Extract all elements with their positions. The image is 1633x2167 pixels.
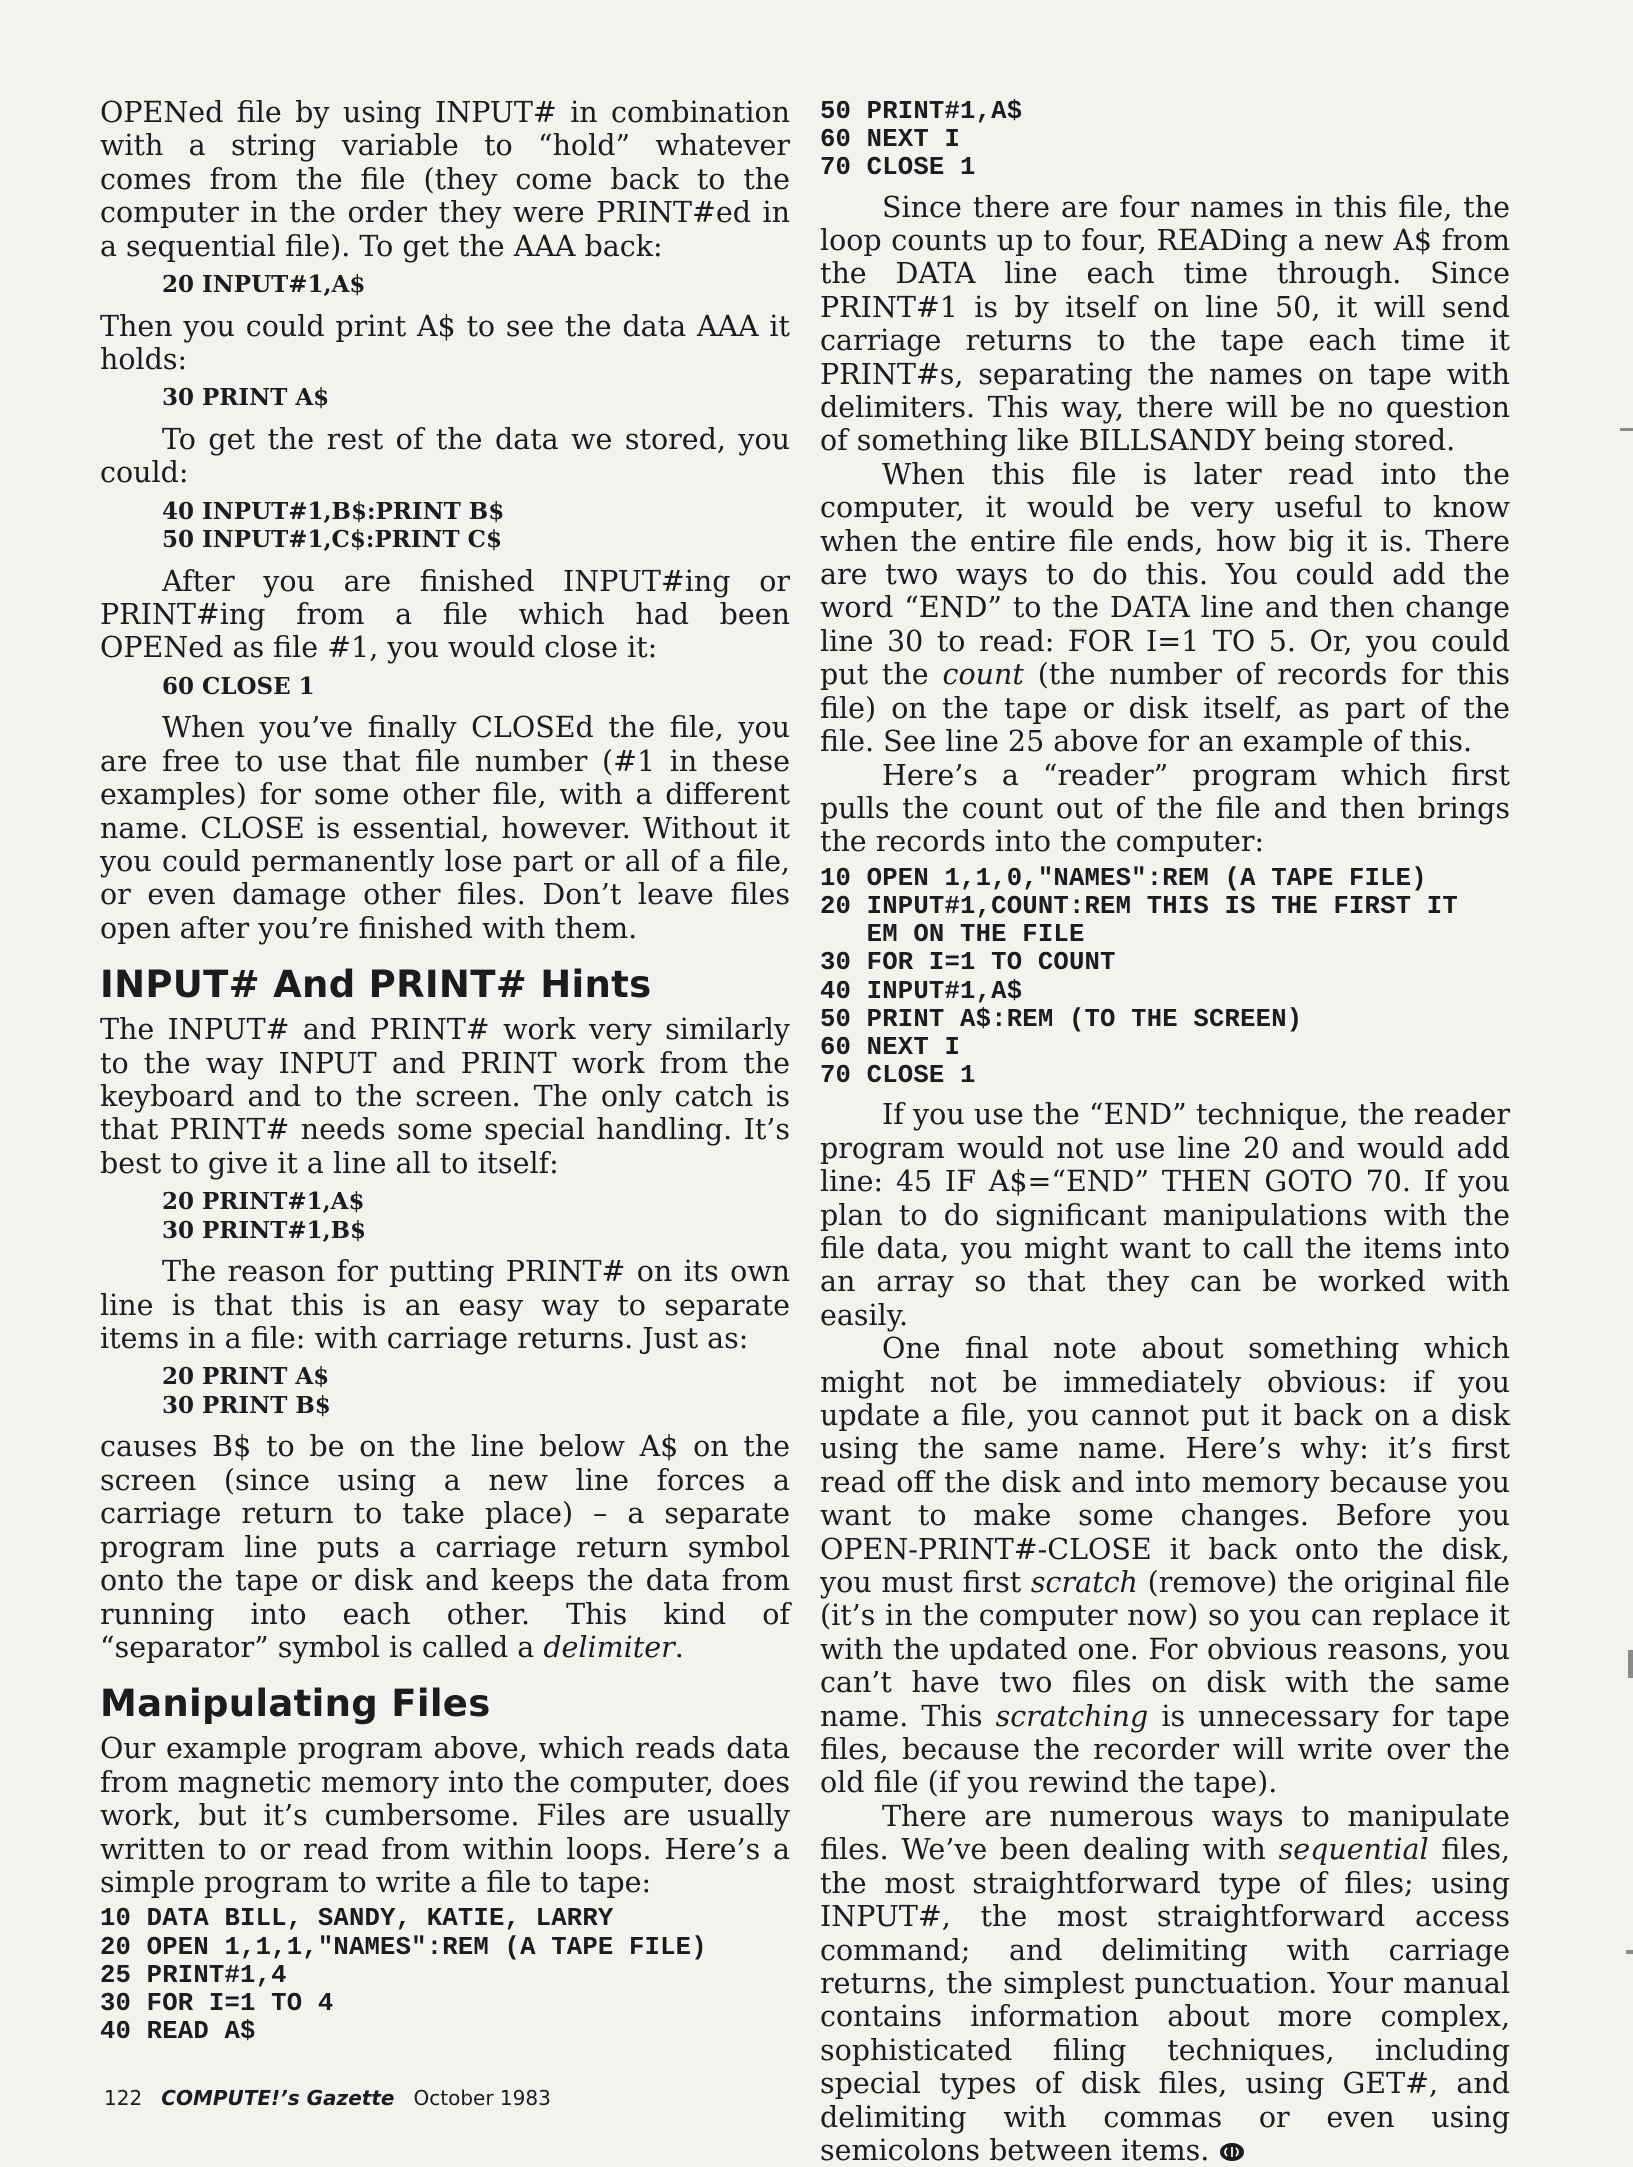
text-span: is unnecessary for tape files, because the recorder will write over the old file (if you rewind the tape). [820, 1699, 1510, 1800]
text-span: (the number of records for this file) on the tape or disk itself, as part of the file. See line 25 above for an example of this. [820, 658, 1511, 759]
text-span: files, the most straightforward type of files; using INPUT#, the most straightforward access command; and delimiting with carriage returns, the simplest punctuation. Your manual contains information about more complex, sophisticated filing techniques, including special types of disk files, using GET#, and delimiting with commas or even using semicolons between items. [820, 1833, 1511, 2167]
code-snippet: 40 INPUT#1,B$:PRINT B$ 50 INPUT#1,C$:PRINT C$ [162, 497, 505, 554]
emphasis: sequential [1278, 1833, 1429, 1867]
program-listing: 10 DATA BILL, SANDY, KATIE, LARRY 20 OPEN 1,1,1,"NAMES":REM (A TAPE FILE) 25 PRINT#1,4 30 FOR I=1 TO 4 40 READ A$ [100, 1904, 707, 2047]
text-span: When this file is later read into the computer, it would be very useful to know when the entire file ends, how big it is. There are two ways to do this. You could add the word “END” to the DATA line and then change line 30 to read: FOR I=1 TO 5. Or, you could put the [820, 457, 1510, 692]
paragraph: After you are finished INPUT#ing or PRINT#ing from a file which had been OPENed as file #1, you would close it: [100, 564, 790, 665]
paragraph: The reason for putting PRINT# on its own line is that this is an easy way to separate items in a file: with carriage returns. Just as: [100, 1255, 790, 1356]
code-snippet: 30 PRINT A$ [162, 384, 330, 412]
code-snippet: 20 INPUT#1,A$ [162, 271, 366, 299]
section-heading: INPUT# And PRINT# Hints [100, 963, 652, 1007]
paragraph [810, 458, 1510, 759]
paragraph: Then you could print A$ to see the data AAA it holds: [100, 309, 790, 376]
scan-mark [1620, 428, 1633, 431]
paragraph [810, 1332, 1510, 1800]
section-heading: Manipulating Files [100, 1682, 491, 1726]
emphasis: delimiter [543, 1630, 675, 1664]
page-number: 122 [104, 2086, 143, 2110]
paragraph: Since there are four names in this file, the loop counts up to four, READing a new A$ from the DATA line each time through. Since PRINT#1 is by itself on line 50, it will send carriage returns to the tape each time it PRINT#s, separating the names on tape with delimiters. This way, there will be no question of something like BILLSANDY being stored. [820, 190, 1510, 458]
text-span: causes B$ to be on the line below A$ on the screen (since using a new line forces a carriage return to take place) – a separate program line puts a carriage return symbol onto the tape or disk and keeps the data from running into each other. This kind of “separator” symbol is called a [100, 1430, 790, 1664]
program-listing: 10 OPEN 1,1,0,"NAMES":REM (A TAPE FILE) 20 INPUT#1,COUNT:REM THIS IS THE FIRST IT EM ON THE FILE 30 FOR I=1 TO COUNT 40 INPUT#1,A$ 50 PRINT A$:REM (TO THE SCREEN) 60 NEXT I 70 CLOSE 1 [820, 863, 1458, 1091]
paragraph: To get the rest of the data we stored, you could: [100, 422, 790, 490]
text-span: (remove) the original file (it’s in the computer now) so you can replace it with the updated one. For obvious reasons, you can’t have two files on disk with the same name. This [820, 1566, 1511, 1733]
paragraph [810, 1800, 1510, 2167]
scan-mark [1628, 1650, 1633, 1678]
emphasis: scratch [1030, 1566, 1138, 1600]
code-snippet: 20 PRINT#1,A$ 30 PRINT#1,B$ [162, 1188, 367, 1244]
paragraph: Our example program above, which reads data from magnetic memory into the computer, does work, but it’s cumbersome. Files are usually written to or read from within loops. Here’s a simple program to write a file to tape: [100, 1732, 790, 1899]
magazine-title: COMPUTE!’s Gazette [161, 2086, 395, 2110]
text-span: One final note about something which might not be immediately obvious: if you update a file, you cannot put it back on a disk using the same name. Here’s why: it’s first read off the disk and into memory because you want to make some changes. Before you OPEN-PRINT#-CLOSE it back onto the disk, you must first [820, 1332, 1510, 1600]
emphasis: count [942, 658, 1024, 692]
program-listing: 50 PRINT#1,A$ 60 NEXT I 70 CLOSE 1 [820, 97, 1023, 183]
code-snippet: 20 PRINT A$ 30 PRINT B$ [162, 1363, 331, 1419]
scan-mark [1626, 1950, 1633, 1954]
compute-logo-icon [1219, 2142, 1245, 2162]
paragraph [100, 1430, 790, 1664]
left-column [100, 96, 790, 2054]
code-snippet: 60 CLOSE 1 [162, 672, 315, 700]
paragraph: If you use the “END” technique, the reader program would not use line 20 and would add line: 45 IF A$=“END” THEN GOTO 70. If you plan to do significant manipulations with the file data, you might want to call the items into an array so that they can be worked with easily. [820, 1098, 1510, 1332]
text-span: . [674, 1630, 684, 1664]
paragraph: OPENed file by using INPUT# in combination with a string variable to “hold” whatever comes from the file (they come back to the computer in the order they were PRINT#ed in a sequential file). To get the AAA back: [100, 96, 790, 263]
issue-date: October 1983 [413, 2086, 551, 2110]
right-column [810, 98, 1510, 2167]
emphasis: scratching [995, 1699, 1149, 1733]
paragraph: The INPUT# and PRINT# work very similarly to the way INPUT and PRINT work from the keyboard and to the screen. The only catch is that PRINT# needs some special handling. It’s best to give it a line all to itself: [100, 1013, 790, 1180]
paragraph: Here’s a “reader” program which first pulls the count out of the file and then brings the records into the computer: [820, 758, 1510, 859]
text-span: There are numerous ways to manipulate files. We’ve been dealing with [820, 1799, 1510, 1867]
paragraph: When you’ve finally CLOSEd the file, you are free to use that file number (#1 in these examples) for some other file, with a different name. CLOSE is essential, however. Without it you could permanently lose part or all of a file, or even damage other files. Don’t leave files open after you’re finished with them. [100, 711, 790, 945]
page-footer [104, 2086, 551, 2110]
